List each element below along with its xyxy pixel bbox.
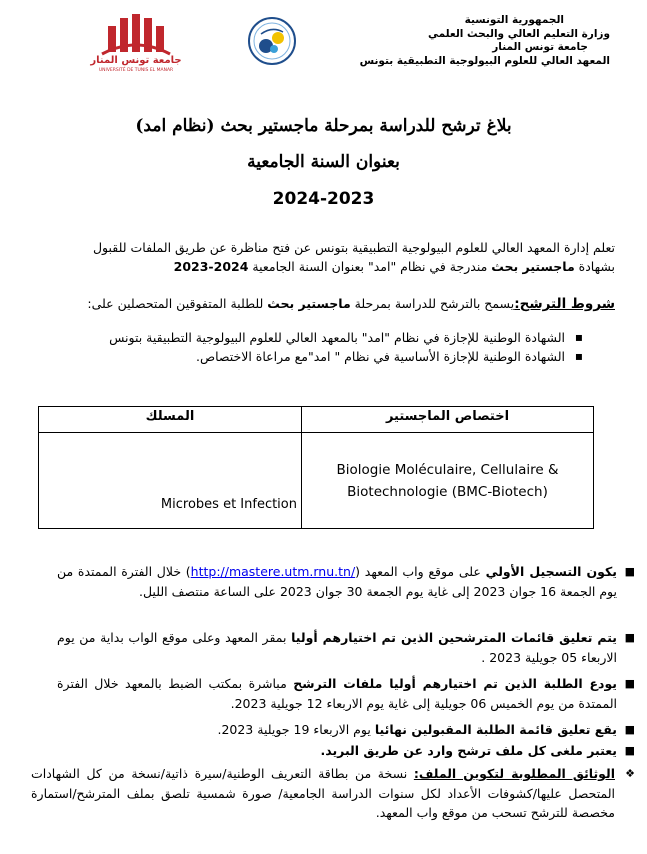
- table-row: [39, 433, 594, 529]
- intro-paragraph: [40, 238, 615, 276]
- list-item: ▪ الشهادة الوطنية للإجازة في نظام "امد" بالمعهد العالي للعلوم البيولوجية التطبيقية بتونس: [45, 328, 565, 347]
- required-documents: ❖ الوثائق المطلوبة لتكوين الملف: نسخة من بطاقة التعريف الوطنية/سيرة ذاتية/نسخة من كل الشهادات المتحصل عليها/كشوفات الأعداد لكل سنوات الدراسة الجامعية/ صورة شمسية تلصق بملف المترشح/استمارة مخصصة للترشح تسحب من موقع واب المعهد.: [31, 766, 635, 820]
- step-preselection: ■ يتم تعليق قائمات المترشحين الذين تم اختيارهم أوليا بمقر المعهد وعلى موقع الواب بداية من يوم الاربعاء 05 جويلية 2023 .: [57, 630, 635, 665]
- intro-degree: ماجستير بحث: [491, 259, 575, 274]
- utm-emblem-icon: [86, 12, 186, 56]
- diamond-bullet-icon: ❖: [625, 767, 635, 780]
- page-title: بلاغ ترشح للدراسة بمرحلة ماجستير بحث (نظام امد): [135, 116, 512, 136]
- issbat-logo: [247, 16, 297, 66]
- header-block: [350, 14, 610, 68]
- step-registration: ■ يكون التسجيل الأولي على موقع واب المعهد (http://mastere.utm.rnu.tn/) خلال الفترة الممتدة من يوم الجمعة 16 جوان 2023 إلى غاية يوم الجمعة 30 جوان 2023 على الساعة منتصف الليل.: [57, 564, 635, 599]
- step-final-list: ■ يقع تعليق قائمة الطلبة المقبولين نهائيا يوم الاربعاء 19 جويلية 2023.: [57, 720, 617, 740]
- master-table: [38, 406, 594, 529]
- square-bullet-icon: ■: [624, 677, 635, 690]
- conditions-heading: شروط الترشح:: [514, 296, 615, 312]
- table-header-specialty: اختصاص الماجستير: [302, 407, 594, 433]
- header-line-country: الجمهورية التونسية: [464, 14, 564, 26]
- academic-year: 2024-2023: [272, 189, 375, 209]
- square-bullet-icon: ■: [624, 744, 635, 757]
- header-line-university: جامعة تونس المنار: [492, 41, 588, 53]
- square-bullet-icon: ■: [624, 631, 635, 644]
- conditions-line: شروط الترشح:يسمح بالترشح للدراسة بمرحلة ماجستير بحث للطلبة المتفوقين المتحصلين على:: [87, 296, 615, 312]
- utm-logo: [86, 12, 186, 72]
- registration-link[interactable]: http://mastere.utm.rnu.tn/: [190, 564, 356, 579]
- table-cell-specialty: Biologie Moléculaire, Cellulaire & Biotechnologie (BMC-Biotech): [302, 433, 594, 529]
- list-item: ▪ الشهادة الوطنية للإجازة الأساسية في نظام " امد"مع مراعاة الاختصاص.: [45, 347, 565, 366]
- intro-line-2: بشهادة ماجستير بحث مندرجة في نظام "امد" بعنوان السنة الجامعية 2024-2023: [173, 259, 615, 274]
- square-bullet-icon: ■: [624, 565, 635, 578]
- step-postal-note: ■ يعتبر ملغى كل ملف ترشح وارد عن طريق البريد.: [57, 741, 617, 761]
- table-header-track: المسلك: [39, 407, 302, 433]
- utm-logo-latin: UNIVERSITÉ DE TUNIS EL MANAR: [98, 68, 174, 73]
- square-bullet-icon: ■: [624, 723, 635, 736]
- table-cell-track: Microbes et Infection: [39, 433, 302, 529]
- page-subtitle: بعنوان السنة الجامعية: [247, 152, 400, 172]
- table-header-row: [39, 407, 594, 433]
- intro-line-1: تعلم إدارة المعهد العالي للعلوم البيولوجية التطبيقية بتونس عن فتح مناظرة عن طريق الملفات للقبول: [92, 240, 615, 255]
- issbat-emblem-icon: [247, 16, 297, 66]
- intro-year: 2024-2023: [173, 259, 249, 274]
- header-line-institute: المعهد العالي للعلوم البيولوجية التطبيقية بتونس: [359, 54, 610, 67]
- utm-logo-arabic: جامعة تونس المنار: [90, 55, 182, 66]
- conditions-list: [45, 328, 565, 366]
- header-line-ministry: وزارة التعليم العالي والبحث العلمي: [427, 27, 610, 40]
- documents-heading: الوثائق المطلوبة لتكوين الملف:: [413, 766, 615, 781]
- step-deposit: ■ يودع الطلبة الذين تم اختيارهم أوليا ملفات الترشح مباشرة بمكتب الضبط بالمعهد خلال الفترة الممتدة من يوم الخميس 06 جويلية إلى غاية يوم الاربعاء 12 جويلية 2023.: [57, 676, 635, 711]
